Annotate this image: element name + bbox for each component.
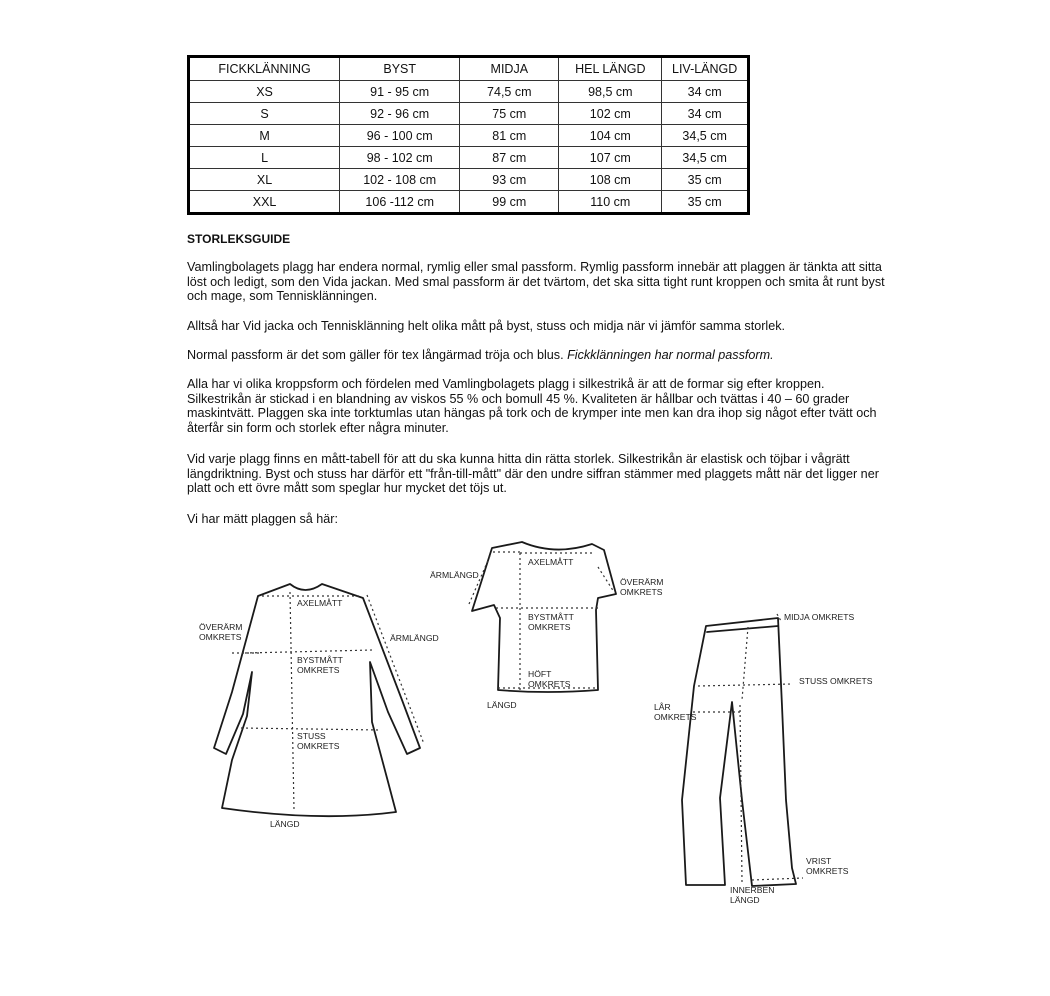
guide-heading: STORLEKSGUIDE [187,232,291,246]
table-cell: 96 - 100 cm [340,125,460,147]
size-table-header: LIV-LÄNGD [662,57,749,81]
table-cell: 34 cm [662,103,749,125]
table-cell: 34,5 cm [662,147,749,169]
size-cell: XL [189,169,340,191]
pants-outline [682,618,796,886]
pants-label-inseam: INNERBEN [730,885,775,895]
pants-label-waist: MIDJA OMKRETS [784,612,855,622]
dress-fit-note: Fickklänningen har normal passform. [567,348,774,362]
table-cell: 74,5 cm [460,81,559,103]
dress-label-upper-arm: ÖVERÄRM [199,622,243,632]
tshirt-label-bust-circ: OMKRETS [528,622,571,632]
size-cell: XS [189,81,340,103]
table-cell: 75 cm [460,103,559,125]
pants-label-ankle-circ: OMKRETS [806,866,849,876]
dress-label-shoulder: AXELMÅTT [297,598,343,608]
tshirt-label-bust: BYSTMÅTT [528,612,574,622]
dress-label-length: LÄNGD [270,819,300,829]
table-cell: 102 cm [559,103,662,125]
size-cell: L [189,147,340,169]
guide-paragraph-intro-diagrams: Vi har mätt plaggen så här: [187,512,338,526]
table-cell: 91 - 95 cm [340,81,460,103]
table-cell: 104 cm [559,125,662,147]
table-cell: 98,5 cm [559,81,662,103]
dress-outline [214,584,420,816]
size-table-header: MIDJA [460,57,559,81]
table-cell: 93 cm [460,169,559,191]
table-cell: 102 - 108 cm [340,169,460,191]
tshirt-label-hip: HÖFT [528,669,552,679]
tshirt-label-upper-arm: ÖVERÄRM [620,577,664,587]
table-cell: 35 cm [662,191,749,214]
dress-label-bust-circ: OMKRETS [297,665,340,675]
pants-label-thigh-circ: OMKRETS [654,712,697,722]
table-cell: 81 cm [460,125,559,147]
pants-label-inseam-length: LÄNGD [730,895,760,905]
table-cell: 106 -112 cm [340,191,460,214]
size-cell: M [189,125,340,147]
table-cell: 110 cm [559,191,662,214]
size-cell: S [189,103,340,125]
tshirt-label-length: LÄNGD [487,700,517,710]
table-cell: 107 cm [559,147,662,169]
dress-label-bust: BYSTMÅTT [297,655,343,665]
dress-label-sleeve-length: ÄRMLÄNGD [390,633,439,643]
table-cell: 99 cm [460,191,559,214]
tshirt-label-hip-circ: OMKRETS [528,679,571,689]
dress-diagram [199,584,439,829]
table-cell: 87 cm [460,147,559,169]
table-cell: 108 cm [559,169,662,191]
tshirt-label-shoulder: AXELMÅTT [528,557,574,567]
normal-fit-text: Normal passform är det som gäller för tex långärmad tröja och blus. [187,348,568,362]
tshirt-label-upper-arm-circ: OMKRETS [620,587,663,597]
size-table-header: FICKKLÄNNING [189,57,340,81]
dress-label-upper-arm-circ: OMKRETS [199,632,242,642]
dress-label-hip-circ: OMKRETS [297,741,340,751]
guide-paragraph-compare: Alltså har Vid jacka och Tennisklänning helt olika mått på byst, stuss och midja när vi jämför samma storlek. [187,319,786,333]
size-cell: XXL [189,191,340,214]
guide-paragraph-fit: Vamlingbolagets plagg har endera normal, rymlig eller smal passform. Rymlig passform innebär att plaggen är tänkta att sitta löst och ledigt, som den Vida jackan. Med smal passform är det tvärtom, det ska sitta tight runt kroppen och smita åt runt byst och mage, som Tennisklänningen. [187,260,885,303]
table-cell: 34,5 cm [662,125,749,147]
pants-waistband [707,626,778,632]
tshirt-diagram [430,542,663,710]
pants-diagram [654,612,873,905]
table-cell: 34 cm [662,81,749,103]
pants-label-thigh: LÅR [654,702,671,712]
size-table-header: BYST [340,57,460,81]
guide-paragraph-measurements: Vid varje plagg finns en mått-tabell för att du ska kunna hitta din rätta storlek. Silkestrikån är elastisk och töjbar i vågrätt längdriktning. Byst och stuss har därför ett "från-till-mått" där den undre siffran stämmer med plaggets mått när det ligger ner platt och ett övre mått som speglar hur mycket det töjs ut. [187,452,879,495]
pants-label-hip: STUSS OMKRETS [799,676,873,686]
pants-label-ankle: VRIST [806,856,832,866]
guide-paragraph-fabric: Alla har vi olika kroppsform och fördelen med Vamlingbolagets plagg i silkestrikå är att de formar sig efter kroppen. Silkestrikån är stickad i en blandning av viskos 55 % och bomull 45 %. Kvaliteten är hållbar och tvättas i 40 – 60 grader maskintvätt. Plaggen ska inte torktumlas utan hängas på tork och de krymper inte men kan dra ihop sig något efter tvätt och återfår sin form och storlek efter några minuter. [187,377,877,435]
tshirt-label-sleeve-length: ÄRMLÄNGD [430,570,479,580]
table-cell: 98 - 102 cm [340,147,460,169]
table-cell: 35 cm [662,169,749,191]
table-cell: 92 - 96 cm [340,103,460,125]
size-table-header: HEL LÄNGD [559,57,662,81]
dress-label-hip: STUSS [297,731,326,741]
